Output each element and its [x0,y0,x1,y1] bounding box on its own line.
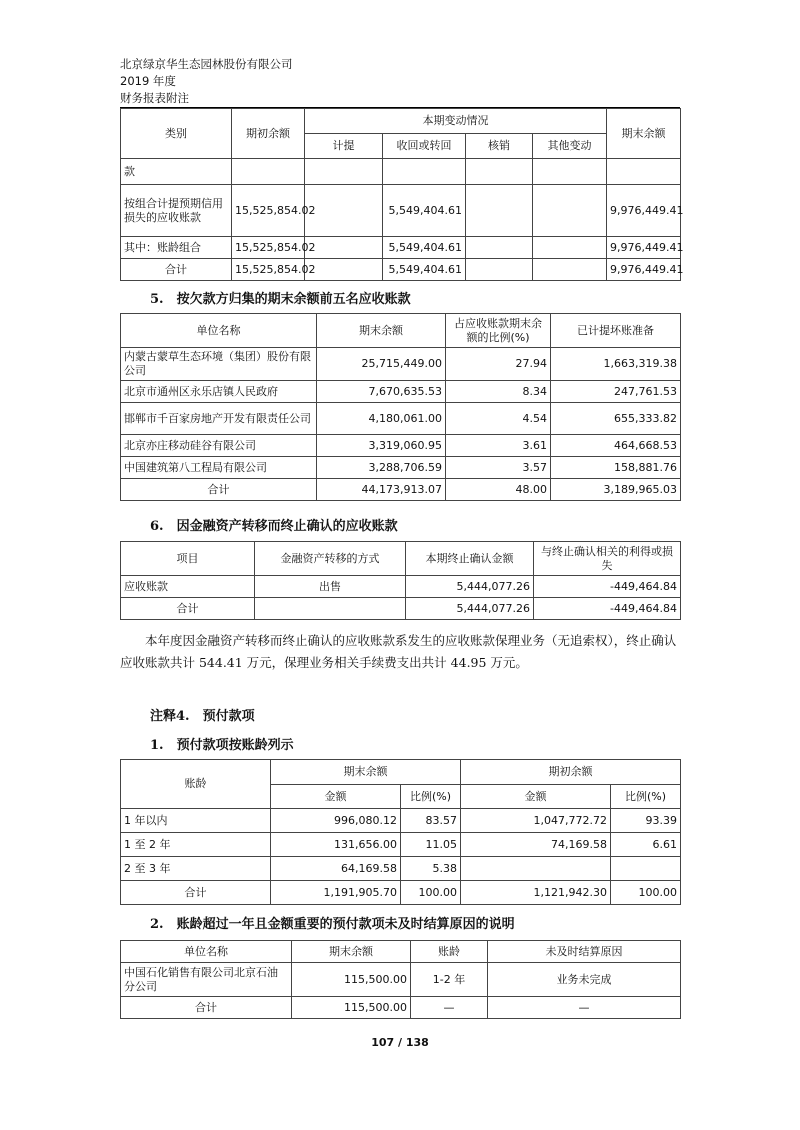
col-header-other: 其他变动 [533,134,607,159]
section-title-1: 1. 预付款项按账龄列示 [150,738,294,753]
table-row: 北京市通州区永乐店镇人民政府 7,670,635.53 8.34 247,761.53 [121,381,681,403]
col-header-accrue: 计提 [305,134,383,159]
col-header-name: 单位名称 [121,941,292,963]
table-row: 2 至 3 年 64,169.58 5.38 [121,857,681,881]
document-title: 财务报表附注 [120,91,189,105]
page-header [120,56,293,107]
col-header-gain-loss: 与终止确认相关的利得或损失 [534,542,681,576]
table-row: 1 至 2 年 131,656.00 11.05 74,169.58 6.61 [121,833,681,857]
top-five-receivables-table [120,313,681,501]
table-row: 按组合计提预期信用损失的应收账款 15,525,854.02 5,549,404.61 9,976,449.41 [121,185,681,237]
table-row: 其中：账龄组合 15,525,854.02 5,549,404.61 9,976,449.41 [121,237,681,259]
table-row: 邯郸市千百家房地产开发有限责任公司 4,180,061.00 4.54 655,333.82 [121,403,681,435]
overdue-prepayment-table [120,940,681,1019]
prepayment-aging-table [120,759,681,905]
total-row: 合计 5,444,077.26 -449,464.84 [121,598,681,620]
col-header-opening-ratio: 比例(%) [611,785,681,809]
note-4-title: 注释4. 预付款项 [150,709,255,724]
col-header-reason: 未及时结算原因 [488,941,681,963]
derecognition-note: 本年度因金融资产转移而终止确认的应收账款系发生的应收账款保理业务（无追索权），终止确认应收账款共计 544.41 万元，保理业务相关手续费支出共计 44.95 万元。 [120,633,677,670]
page-number: 107 / 138 [371,1036,429,1049]
col-header-amount: 本期终止确认金额 [406,542,534,576]
col-header-recover: 收回或转回 [383,134,466,159]
table-row: 中国石化销售有限公司北京石油分公司 115,500.00 1-2 年 业务未完成 [121,963,681,997]
col-header-item: 项目 [121,542,255,576]
col-header-closing: 期末余额 [317,314,446,348]
section-title-5: 5. 按欠款方归集的期末余额前五名应收账款 [150,292,411,307]
col-header-closing-ratio: 比例(%) [401,785,461,809]
col-header-category: 类别 [121,109,232,159]
col-header-age: 账龄 [121,760,271,809]
total-row: 合计 44,173,913.07 48.00 3,189,965.03 [121,479,681,501]
col-header-writeoff: 核销 [466,134,533,159]
table-row: 北京亦庄移动硅谷有限公司 3,319,060.95 3.61 464,668.53 [121,435,681,457]
table-row: 应收账款 出售 5,444,077.26 -449,464.84 [121,576,681,598]
table-row: 内蒙古蒙草生态环境（集团）股份有限公司 25,715,449.00 27.94 1,663,319.38 [121,348,681,381]
total-row: 合计 15,525,854.02 5,549,404.61 9,976,449.41 [121,259,681,281]
col-header-method: 金融资产转移的方式 [255,542,406,576]
col-header-provision: 已计提坏账准备 [551,314,681,348]
total-row: 合计 1,191,905.70 100.00 1,121,942.30 100.00 [121,881,681,905]
col-header-opening: 期初余额 [232,109,305,159]
derecognition-table [120,541,681,620]
section-title-2: 2. 账龄超过一年且金额重要的预付款项未及时结算原因的说明 [150,917,515,932]
col-header-name: 单位名称 [121,314,317,348]
table-row: 1 年以内 996,080.12 83.57 1,047,772.72 93.39 [121,809,681,833]
company-name: 北京绿京华生态园林股份有限公司 [120,57,293,71]
section-title-6: 6. 因金融资产转移而终止确认的应收账款 [150,519,398,534]
report-year: 2019 年度 [120,74,176,88]
table-row: 款 [121,159,681,185]
col-header-opening-amount: 金额 [461,785,611,809]
col-header-ratio: 占应收账款期末余额的比例(%) [446,314,551,348]
col-header-closing: 期末余额 [607,109,681,159]
col-header-opening: 期初余额 [461,760,681,785]
col-header-closing-amount: 金额 [271,785,401,809]
table-row: 中国建筑第八工程局有限公司 3,288,706.59 3.57 158,881.76 [121,457,681,479]
col-header-age: 账龄 [411,941,488,963]
col-header-closing: 期末余额 [271,760,461,785]
total-row: 合计 115,500.00 — — [121,997,681,1019]
col-header-closing: 期末余额 [292,941,411,963]
bad-debt-change-table [120,108,684,281]
col-header-change: 本期变动情况 [305,109,607,134]
